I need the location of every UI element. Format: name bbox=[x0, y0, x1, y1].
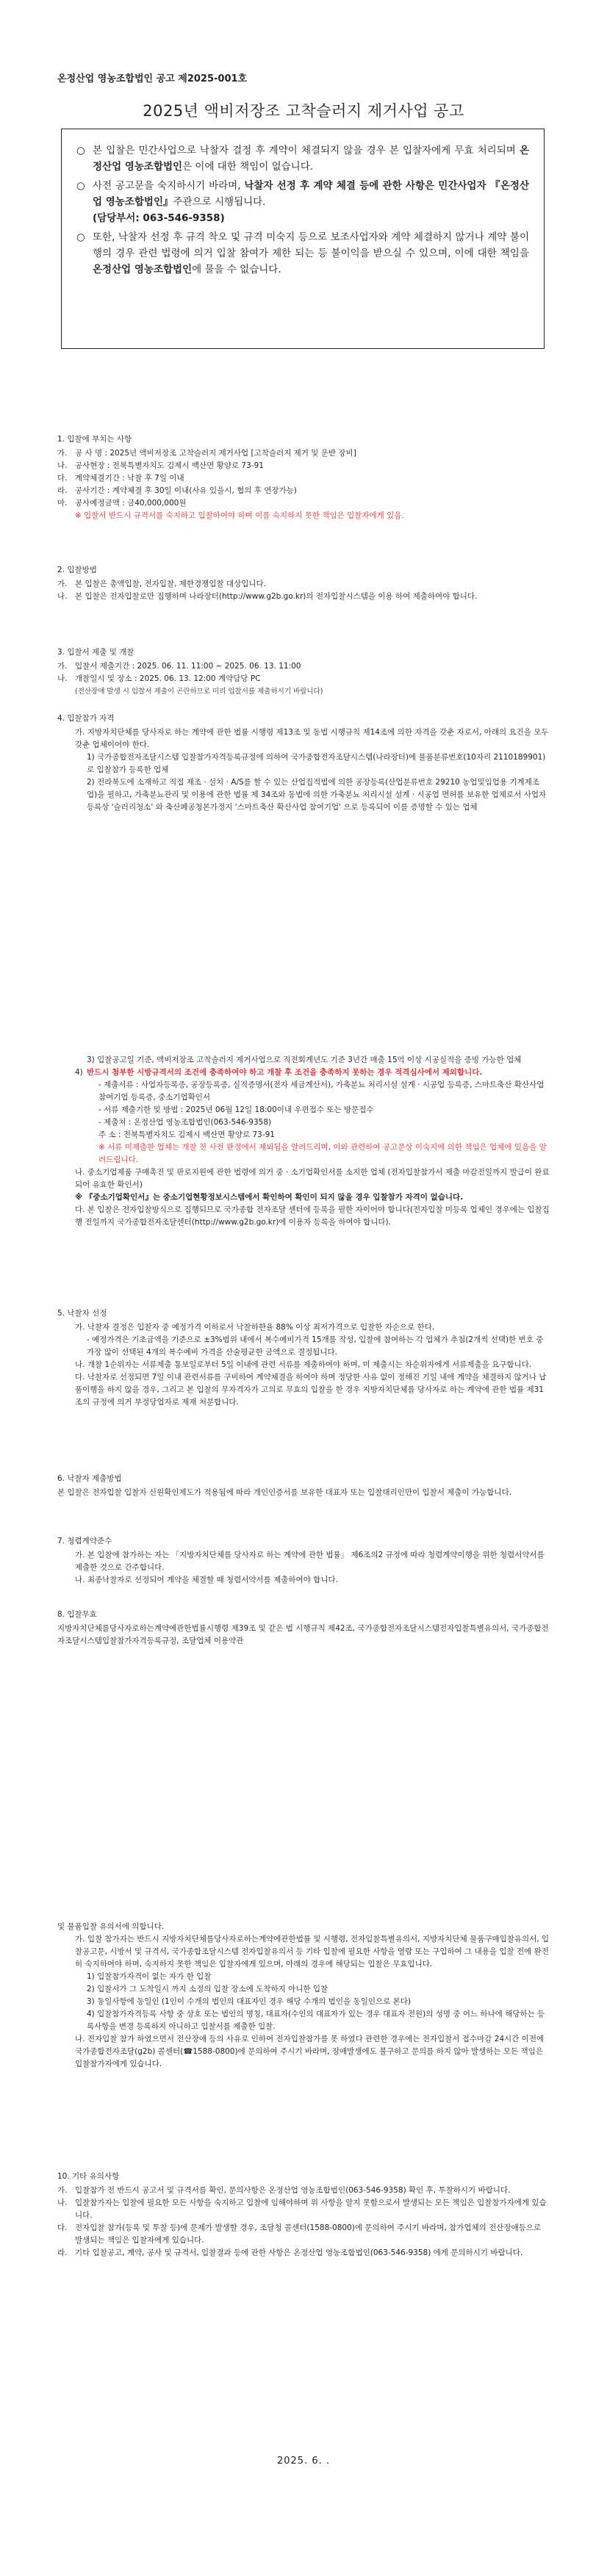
integrity-na: 나. 최종낙찰자로 선정되어 계약을 체결할 때 청렴서약서를 제출하여야 합니다. bbox=[75, 1576, 338, 1584]
section-bid-method bbox=[57, 564, 550, 603]
qualification-da: 다. 본 입찰은 전자입찰방식으로 집행되므로 국가종합 전자조달 센터에 등록을 필한 자이어야 합니다(전자입찰 미등록 업체인 경우에는 입찰집행 전일까지 국가종합전자조달센터(http://www.g2b.go.kr)에 이용자 등록을 하여야 합니다). bbox=[75, 1205, 550, 1227]
invalid-item: 3) 동일사항에 동일인 (1인이 수개의 법인의 대표자인 경우 해당 수개의 법인을 동일인으로 본다) bbox=[87, 1997, 411, 2006]
list-item bbox=[57, 497, 550, 510]
document-list bbox=[57, 1129, 550, 1141]
document-list bbox=[57, 1116, 550, 1129]
list-item bbox=[57, 460, 550, 472]
warning-note: ※ 입찰서 반드시 규격서를 숙지하고 입찰하여야 하며 이를 숙지하지 못한 책임은 입찰자에게 있음. bbox=[75, 511, 404, 520]
list-item bbox=[57, 2197, 550, 2222]
qualification-na: 나. 중소기업제품 구매촉진 및 판로지원에 관한 법령에 의거 중 · 소기업확인서를 소지한 업체 (전자입찰참가서 제출 마감전일까지 발급이 완료되어 유효한 확인서) bbox=[75, 1168, 550, 1189]
invalid-item: 1) 입찰참가자격이 없는 자가 한 입찰 bbox=[87, 1972, 212, 1981]
list-item bbox=[57, 472, 550, 485]
item-text: 기타 입찰공고, 계약, 공사 및 규격서, 입찰결과 등에 관한 사항은 온정산업 영농조합법인(063-546-9358) 에게 문의하시기 바랍니다. bbox=[75, 2248, 523, 2257]
section-heading: 5. 낙찰자 선정 bbox=[57, 1309, 107, 1318]
section-heading: 4. 입찰참가 자격 bbox=[57, 714, 115, 723]
item-key: 다. bbox=[57, 474, 68, 483]
item-text: 입찰참가자는 입찰에 필요한 모든 사항을 숙지하고 입찰에 임해야하며 위 사항을 알지 못함으로서 발생되는 모든 책임은 입찰참가자에게 있습니다. bbox=[75, 2198, 547, 2220]
list-item bbox=[57, 660, 550, 673]
item-key: 가. bbox=[57, 449, 68, 458]
page-title: 2025년 액비저장조 고착슬러지 제거사업 공고 bbox=[143, 102, 464, 120]
intro-paragraph-2 bbox=[76, 178, 529, 226]
list-item bbox=[57, 2184, 550, 2197]
document-list bbox=[57, 1104, 550, 1116]
selection-da: 다. 낙찰자로 선정되면 7일 이내 관련서류를 구비하여 계약체결을 하여야 하며 정당한 사유 없이 정해진 기일 내에 계약을 체결하지 않거나 납품이행을 하지 않을 경우, 그리고 본 입찰의 무자격자가 고의로 무효의 입찰을 한 경우 지방자치단체를 당사자로 하는 계약에 관한 법률 제31조의 규정에 의거 부정당업자로 제재 처분합니다. bbox=[75, 1373, 547, 1407]
circle-bullet-icon: ○ bbox=[76, 145, 85, 156]
item-key: 가. bbox=[57, 662, 68, 671]
qualification-item-2: 2) 전라북도에 소재하고 직접 제조 · 설치 · A/S를 할 수 있는 산업집적법에 의한 공장등록(산업분류번호 29210 농업및임업용 기계제조업)을 필하고, 가축분뇨관리 및 이용에 관한 법률 제 34조와 동법에 의한 가축분뇨 처리시설 설계 · 시공업 면허를 보유한 업체로서 사업자등록상 '슬러리청소' 와 축산폐공청본가정지 '스마트축산 확산사업 참여기업' 으로 등록되어 이를 증명할 수 있는 업체 bbox=[87, 778, 547, 812]
list-item bbox=[57, 2247, 550, 2259]
item-text: 공사기간 : 계약체결 후 30일 이내(사유 있을시, 협의 후 연장가능) bbox=[75, 486, 297, 495]
circle-bullet-icon: ○ bbox=[76, 231, 85, 243]
notice-number: 온정산업 영농조합법인 공고 제2025-001호 bbox=[57, 73, 248, 84]
item-text: 본 입찰은 총액입찰, 전자입찰, 제한경쟁입찰 대상입니다. bbox=[75, 580, 266, 588]
item-key: 마. bbox=[57, 499, 68, 508]
invalid-ga: 가. 입찰 참가자는 반드시 지방자치단체를당사자로하는계약에관한법률 및 시행령, 전자입찰특별유의서, 지방자치단체 물품구매입찰유의서, 입찰공고문, 시방서 및 규격서, 국가종합조달시스템 전자입찰유의서 등 기타 입찰에 필요한 사항을 열람 또는 구입하여 그 내용을 입찰 전에 완전히 숙지하여야 하며, 숙지하지 못한 책임은 입찰자에게 있으며, 아래의 경우에 해당되는 입찰은 무효입니다. bbox=[75, 1935, 550, 1969]
section-submission bbox=[57, 646, 550, 698]
intro-text: 사전 공고문을 숙지하시기 바라며, bbox=[93, 180, 245, 192]
intro-text: 주관으로 시행됩니다. bbox=[173, 196, 266, 208]
invalid-bids-intro-cont: 및 물품입찰 유의서에 의합니다. bbox=[57, 1922, 165, 1931]
qualification-item-4 bbox=[57, 1067, 550, 1079]
section-integrity bbox=[57, 1535, 550, 1587]
submission-method-text: 본 입찰은 전자입찰 입찰자 신원확인제도가 적용됨에 따라 개인인증서를 보유한 대표자 또는 입찰대리인만이 입찰서 제출이 가능합니다. bbox=[57, 1488, 512, 1497]
section-submission-method bbox=[57, 1473, 550, 1499]
invalid-item: 2) 입찰서가 그 도착일시 까지 소정의 입찰 장소에 도착하지 아니한 입찰 bbox=[87, 1985, 328, 1994]
section-heading: 8. 입찰무효 bbox=[57, 1610, 97, 1619]
item-key: 나. bbox=[57, 592, 68, 601]
intro-paragraph-3 bbox=[76, 229, 529, 278]
item-text: 전자입찰 참가(등록 및 투찰 등)에 문제가 발생할 경우, 조달청 콜센터(1588-0800)에 문의하여 주시기 바라며, 참가업체의 전산장애등으로 발생되는 책임은 입찰자에게 있습니다. bbox=[75, 2223, 542, 2245]
qualification-item-3: 3) 입찰공고일 기준, 액비저장조 고착슬러지 제거사업으로 직전회계년도 기준 3년간 매출 15억 이상 시공실적을 증빙 가능한 업체 bbox=[87, 1056, 522, 1064]
invalid-na: 나. 전자입찰 참가 하였으면서 전산장애 등의 사유로 인하여 전자입찰참가를 못 하였다 관련한 경우에는 전자입찰서 접수마감 24시간 이전에 국가종합전자조달(g2b) 콜센터(☎1588-0800)에 문의하여 주시기 바라며, 장애발생에도 불구하고 문의를 하지 않아 발생하는 모든 책임은 입찰참가자에게 있습니다. bbox=[75, 2035, 545, 2068]
circle-bullet-icon: ○ bbox=[76, 180, 85, 192]
intro-text: 또한, 낙찰자 선정 후 규격 착오 및 규격 미숙지 등으로 보조사업자와 계약 체결하지 않거나 계약 불이행의 경우 관련 법령에 의거 입찰 참여가 제한 되는 등 불이익을 받으실 수 있으며, 이에 대한 책임을 bbox=[93, 231, 529, 259]
intro-paragraph-1 bbox=[76, 142, 529, 175]
item-key: 가. bbox=[57, 2186, 68, 2195]
qualification-ga: 가. 지방자치단체를 당사자로 하는 계약에 관한 법률 시행령 제13조 및 동법 시행규칙 제14조에 의한 자격을 갖춘 자로서, 아래의 요건을 모두 갖춘 업체이어야 한다. bbox=[75, 728, 549, 749]
section-bid-items bbox=[57, 433, 550, 522]
item-key: 나. bbox=[57, 674, 68, 683]
section-heading: 1. 입찰에 부치는 사항 bbox=[57, 435, 132, 444]
item-text: 공사예정금액 : 금40,000,000원 bbox=[75, 499, 187, 508]
section-heading: 6. 낙찰자 제출방법 bbox=[57, 1474, 122, 1483]
document-item: - 서류 제출기한 및 방법 : 2025년 06월 12일 18:00이내 우편접수 또는 방문접수 bbox=[98, 1105, 374, 1114]
invalid-bids-intro: 지방자치단체를당사자로하는계약에관한법률시행령 제39조 및 같은 법 시행규칙 제42조, 국가종합전자조달시스템전자입찰특별유의서, 국가종합전자조달시스템입찰참가자격등록규정, 조달업체 이용약관 bbox=[57, 1624, 549, 1645]
sme-certificate-note: ※ 『중소기업확인서』는 중소기업현황정보시스템에서 확인하여 확인이 되지 않을 경우 입찰참가 자격이 없습니다. bbox=[75, 1193, 464, 1202]
document-item: - 제출서류 : 사업자등록증, 공장등록증, 실적증명서(전자 세금계산서), 가축분뇨 처리시설 설계 · 시공업 등록증, 스마트축산 확산사업 참여기업 등록증, 중소기업확인서 bbox=[98, 1080, 545, 1102]
item-key: 가. bbox=[57, 580, 68, 588]
notice-date: 2025. 6. . bbox=[276, 2456, 331, 2467]
list-item bbox=[57, 673, 550, 685]
intro-text: 본 입찰은 민간사업으로 낙찰자 결정 후 계약이 체결되지 않을 경우 본 입찰자에게 무효 처리되며 bbox=[93, 145, 520, 156]
item-key: 다. bbox=[57, 2223, 68, 2232]
item-text: 개찰일시 및 장소 : 2025. 06. 13. 12:00 계약담당 PC bbox=[75, 674, 261, 683]
integrity-ga: 가. 본 입찰에 참가하는 자는 「지방자치단체를 당사자로 하는 계약에 관한 법률」 제6조의2 규정에 따라 청렴계약이행을 위한 청렴서약서를 제출한 것으로 간주합니다. bbox=[75, 1551, 545, 1572]
section-other-notes bbox=[57, 2171, 550, 2259]
qualification-item-1: 1) 국가종합전자조달시스템 입찰참가자격등록규정에 의하여 국가종합전자조달시스템(나라장터)에 물품분류번호(10자리 2110189901)로 입찰참가 등록한 업체 bbox=[87, 753, 546, 774]
list-item bbox=[57, 591, 550, 603]
intro-bold-text: 낙찰자 선정 후 계약 체결 등에 관한 사항은 민간사업자 『온정산업 영농조합법인』 bbox=[93, 180, 529, 208]
section-qualification bbox=[57, 712, 550, 814]
document-item: - 제출처 : 온정산업 영농조합법인(063-546-9358) bbox=[98, 1118, 272, 1127]
item-key: 4) bbox=[75, 1068, 83, 1077]
submission-note: (전산장애 발생 시 입찰서 제출이 곤란하므로 미리 입찰서를 제출하시기 바랍니다) bbox=[75, 688, 323, 696]
list-item bbox=[57, 578, 550, 591]
intro-bold-text: 온정산업 영농조합법인 bbox=[93, 145, 529, 173]
list-item bbox=[57, 2222, 550, 2247]
item-text: 본 입찰은 전자입찰로만 집행하며 나라장터(http://www.g2b.go.kr)의 전자입찰시스템을 이용 하여 제출하여야 합니다. bbox=[75, 592, 478, 601]
section-heading: 2. 입찰방법 bbox=[57, 566, 97, 574]
document-item: 주 소 : 전북특별자치도 김제시 백산면 황양로 73-91 bbox=[98, 1130, 275, 1139]
item-text: 공사현장 : 전북특별자치도 김제시 백산면 황양로 73-91 bbox=[75, 461, 264, 470]
selection-ga-detail: - 예정가격은 기초금액을 기준으로 ±3%범위 내에서 복수예비가격 15개를 작성, 입찰에 참여하는 각 업체가 추첨(2개씩 선택)한 번호 중 가장 많이 선택된 4개의 복수예비 가격을 산술평균한 금액으로 결정됩니다. bbox=[87, 1335, 544, 1357]
item-text: 입찰참가 전 반드시 공고서 및 규격서를 확인, 문의사항은 온정산업 영농조합법인(063-546-9358) 확인 후, 투찰하시기 바랍니다. bbox=[75, 2186, 511, 2195]
intro-text: 에 물을 수 없습니다. bbox=[192, 264, 281, 275]
intro-notice-box bbox=[61, 129, 545, 349]
section-heading: 10. 기타 유의사항 bbox=[57, 2172, 120, 2181]
qualification-requirement-warning: 반드시 첨부한 시방규격서의 조건에 충족하여야 하고 개찰 후 조건을 충족하지 못하는 경우 적격심사에서 제외합니다. bbox=[87, 1068, 483, 1077]
item-key: 나. bbox=[57, 461, 68, 470]
intro-bold-text: 온정산업 영농조합법인 bbox=[93, 264, 193, 275]
selection-ga: 가. 낙찰자 결정은 입찰자 중 예정가격 이하로서 낙찰하한율 88% 이상 최저가격으로 입찰한 자순으로 한다. bbox=[75, 1323, 435, 1332]
section-heading: 7. 청렴계약준수 bbox=[57, 1537, 112, 1545]
item-key: 라. bbox=[57, 486, 68, 495]
document-warning: ※ 서류 미제출한 업체는 개찰 전 사전 판정에서 제외됨을 알려드리며, 이와 관련하여 공고문상 이숙지에 의한 책임은 업체에 있음을 알려드립니다. bbox=[98, 1143, 547, 1164]
invalid-item: 4) 입찰참가자격등록 사항 중 상호 또는 법인의 명칭, 대표자(수인의 대표자가 있는 경우 대표자 전원)의 성명 중 어느 하나에 해당하는 등록사항을 변경 등록하지 아니하고 입찰서를 제출한 입찰. bbox=[87, 2010, 545, 2031]
item-text: 계약체결기간 : 낙찰 후 7일 이내 bbox=[75, 474, 184, 483]
section-heading: 3. 입찰서 제출 및 개찰 bbox=[57, 648, 134, 657]
document-list bbox=[57, 1079, 550, 1104]
item-key: 나. bbox=[57, 2198, 68, 2207]
contact-department: (담당부서: 063-546-9358) bbox=[93, 212, 225, 224]
item-text: 입찰서 제출기간 : 2025. 06. 11. 11:00 ~ 2025. 06. 13. 11:00 bbox=[75, 662, 301, 671]
item-key: 라. bbox=[57, 2248, 68, 2257]
list-item bbox=[57, 485, 550, 497]
section-invalid-bids-continued bbox=[57, 1921, 550, 2071]
list-item bbox=[57, 447, 550, 460]
intro-text: 은 이에 대한 책임이 없습니다. bbox=[182, 161, 314, 173]
section-winner-selection bbox=[57, 1307, 550, 1409]
item-text: 공 사 명 : 2025년 액비저장조 고착슬러지 제거사업 [고착슬러지 제거 및 운반 장비] bbox=[75, 449, 356, 458]
section-qualification-continued bbox=[57, 1054, 550, 1229]
selection-na: 나. 개찰 1순위자는 서류제출 통보일로부터 5일 이내에 관련 서류를 제출하여야 하며, 미 제출시는 차순위자에게 서류제출을 요구합니다. bbox=[75, 1360, 532, 1369]
section-invalid-bids bbox=[57, 1609, 550, 1648]
